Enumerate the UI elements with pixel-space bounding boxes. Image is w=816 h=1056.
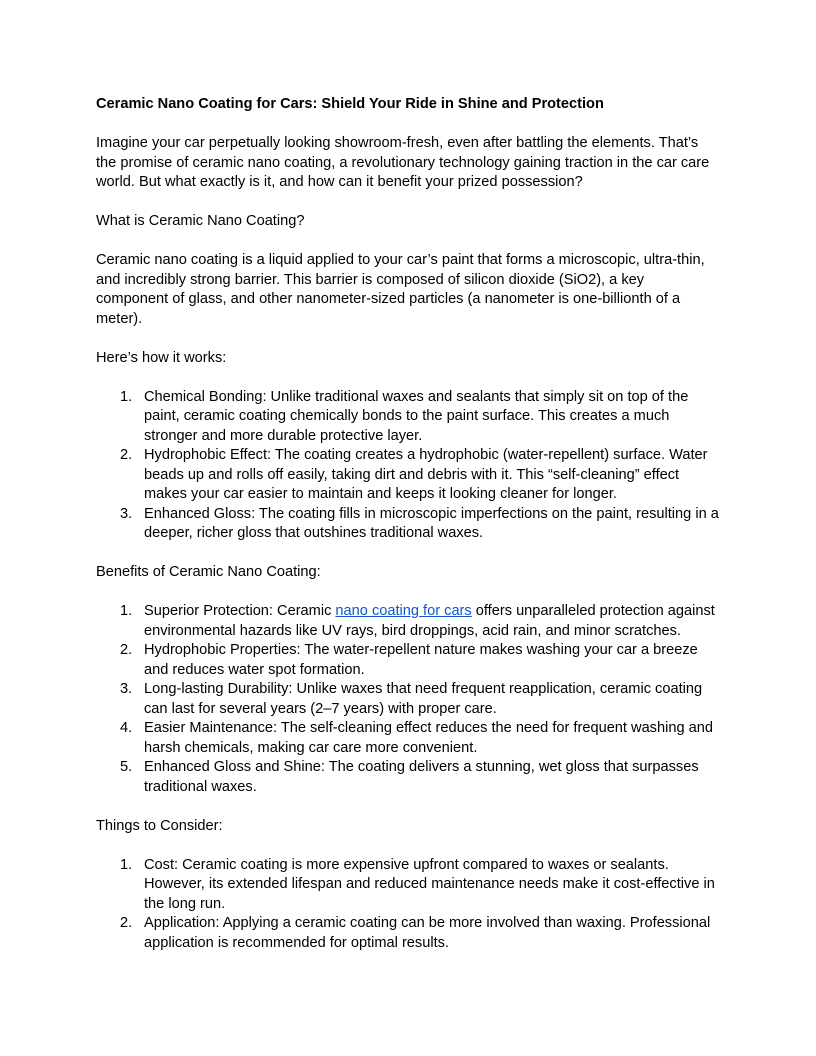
list-number: 5.: [120, 759, 133, 775]
list-item-text: Hydrophobic Properties: The water-repellent nature makes washing your car a breeze and reduces water spot formation.: [144, 642, 698, 678]
list-item-text: Easier Maintenance: The self-cleaning effect reduces the need for frequent washing and harsh chemicals, making car care more convenient.: [144, 720, 713, 756]
list-number: 1.: [120, 856, 133, 873]
list-item-text: Long-lasting Durability: Unlike waxes that need frequent reapplication, ceramic coating can last for several years (2–7 years) with proper care.: [144, 681, 703, 717]
list-item: [96, 641, 720, 680]
what-paragraph: Ceramic nano coating is a liquid applied to your car’s paint that forms a microscopic, ultra-thin, and incredibly strong barrier. This barrier is composed of silicon dioxide (SiO2), a key component of glass, and other nanometer-sized particles (a nanometer is one-billionth of a meter).: [96, 252, 705, 327]
intro-paragraph: Imagine your car perpetually looking showroom-fresh, even after battling the elements. That’s the promise of ceramic nano coating, a revolutionary technology gaining traction in the car care world. But what exactly is it, and how can it benefit your prized possession?: [96, 135, 710, 190]
what-heading: What is Ceramic Nano Coating?: [96, 213, 305, 229]
nano-coating-link[interactable]: nano coating for cars: [335, 603, 472, 619]
list-item: [96, 446, 720, 505]
list-number: 3.: [120, 505, 133, 522]
list-number: 1.: [120, 388, 133, 405]
list-item-text: Application: Applying a ceramic coating can be more involved than waxing. Professional application is recommended for optimal results.: [144, 915, 711, 951]
list-item-text: Hydrophobic Effect: The coating creates a hydrophobic (water-repellent) surface. Water beads up and rolls off easily, taking dirt and debris with it. This “self-cleaning” effect makes your car easier to maintain and keeps it looking cleaner for longer.: [144, 447, 708, 502]
list-item-text: Cost: Ceramic coating is more expensive upfront compared to waxes or sealants. However, its extended lifespan and reduced maintenance needs make it cost-effective in the long run.: [144, 856, 715, 912]
how-heading: Here’s how it works:: [96, 349, 227, 366]
list-item: [96, 680, 720, 719]
list-number: 3.: [120, 681, 133, 697]
list-item-text: Chemical Bonding: Unlike traditional waxes and sealants that simply sit on top of the paint, ceramic coating chemically bonds to the paint surface. This creates a much stronger and more durable protective layer.: [144, 388, 689, 444]
benefits-list: [96, 602, 720, 797]
list-item: [96, 505, 720, 544]
list-item: [96, 388, 720, 447]
how-list: [96, 388, 720, 544]
list-number: 1.: [120, 603, 133, 619]
list-number: 2.: [120, 915, 133, 931]
list-item-text: Enhanced Gloss and Shine: The coating delivers a stunning, wet gloss that surpasses traditional waxes.: [144, 759, 699, 795]
list-number: 2.: [120, 447, 133, 463]
list-item-text-after: offers unparalleled protection against environmental hazards like UV rays, bird droppings, acid rain, and minor scratches.: [144, 603, 715, 639]
list-item-text: Enhanced Gloss: The coating fills in microscopic imperfections on the paint, resulting in a deeper, richer gloss that outshines traditional waxes.: [144, 505, 719, 541]
benefits-heading: Benefits of Ceramic Nano Coating:: [96, 564, 321, 580]
list-item: [96, 914, 720, 953]
page-title: Ceramic Nano Coating for Cars: Shield Your Ride in Shine and Protection: [96, 96, 604, 112]
list-item: [96, 602, 720, 641]
list-number: 2.: [120, 642, 133, 658]
consider-heading: Things to Consider:: [96, 817, 223, 834]
list-item: [96, 856, 720, 915]
consider-list: [96, 856, 720, 954]
list-item: [96, 758, 720, 797]
list-item-text-before: Superior Protection: Ceramic: [144, 603, 336, 619]
list-number: 4.: [120, 720, 133, 736]
list-item: [96, 719, 720, 758]
